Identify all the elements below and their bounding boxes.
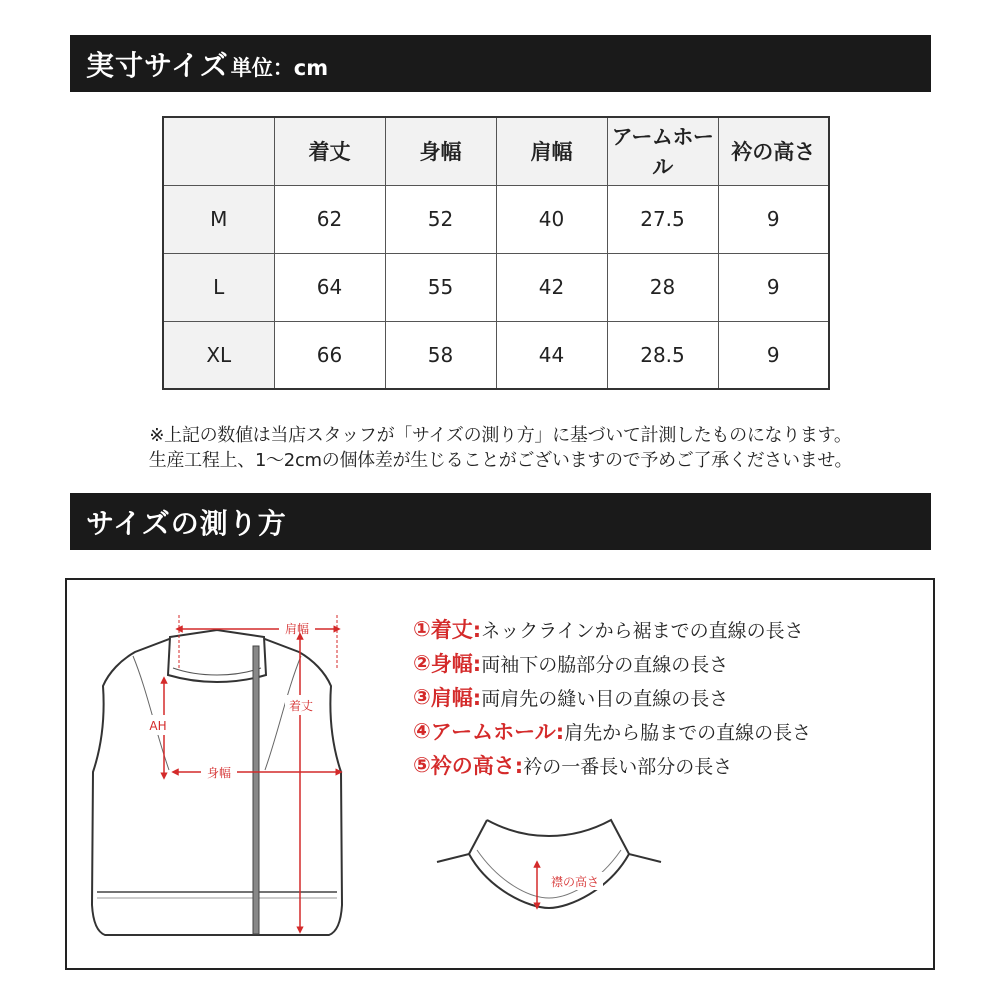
table-header-collar: 衿の高さ [718,117,829,185]
legend-item-shoulder [413,680,811,714]
table-cell: 42 [496,253,607,321]
width-label: 身幅 [206,766,232,780]
table-cell: 9 [718,321,829,389]
table-cell: 62 [274,185,385,253]
note-line-2: 生産工程上、1〜2cmの個体差が生じることがございますので予めご了承くださいませ。 [148,450,853,471]
table-cell: 9 [718,185,829,253]
table-header-row [163,117,829,185]
collar-height-label: 襟の高さ [550,875,600,889]
legend-num: ④ [413,719,431,743]
table-row [163,185,829,253]
table-row [163,321,829,389]
shoulder-label: 肩幅 [284,622,310,636]
legend-item-armhole [413,714,811,748]
table-cell: 44 [496,321,607,389]
table-cell: 28 [607,253,718,321]
size-label: XL [163,321,274,389]
measure-legend [413,612,811,782]
unit-label: 単位：cm [230,55,329,80]
legend-desc: 両袖下の脇部分の直線の長さ [481,653,729,676]
table-cell: 58 [385,321,496,389]
size-label: L [163,253,274,321]
legend-term: 着丈: [430,618,482,642]
legend-num: ② [413,651,431,675]
legend-item-body-width [413,646,811,680]
measure-section-header [70,493,931,550]
ah-label: AH [149,719,167,733]
legend-desc: 両肩先の縫い目の直線の長さ [481,687,729,710]
table-cell: 28.5 [607,321,718,389]
legend-desc: 衿の一番長い部分の長さ [523,755,733,778]
vest-diagram [67,580,367,970]
vest-collar [168,630,266,682]
table-cell: 52 [385,185,496,253]
collar-diagram [429,810,669,920]
table-header-armhole: アームホール [607,117,718,185]
legend-num: ① [413,617,431,641]
table-header-shoulder: 肩幅 [496,117,607,185]
legend-desc: 肩先から脇までの直線の長さ [564,721,812,744]
legend-term: 肩幅: [430,686,482,710]
legend-term: 衿の高さ: [430,754,524,778]
table-header-corner [163,117,274,185]
legend-desc: ネックラインから裾までの直線の長さ [481,619,804,642]
zipper [253,646,259,934]
length-label: 着丈 [288,699,314,713]
note-line-1: ※上記の数値は当店スタッフが「サイズの測り方」に基づいて計測したものになります。 [149,425,852,446]
legend-num: ③ [413,685,431,709]
table-cell: 66 [274,321,385,389]
legend-term: 身幅: [430,652,482,676]
size-section-header [70,35,931,92]
measure-section-title: サイズの測り方 [86,506,287,540]
table-cell: 55 [385,253,496,321]
legend-num: ⑤ [413,753,431,777]
table-cell: 64 [274,253,385,321]
measure-guide-box [65,578,935,970]
table-cell: 9 [718,253,829,321]
table-cell: 27.5 [607,185,718,253]
legend-item-collar [413,748,811,782]
table-cell: 40 [496,185,607,253]
table-header-length: 着丈 [274,117,385,185]
legend-term: アームホール: [430,720,565,744]
table-row [163,253,829,321]
size-section-title: 実寸サイズ [86,48,229,82]
size-table [162,116,830,390]
table-header-body-width: 身幅 [385,117,496,185]
size-label: M [163,185,274,253]
legend-item-length [413,612,811,646]
